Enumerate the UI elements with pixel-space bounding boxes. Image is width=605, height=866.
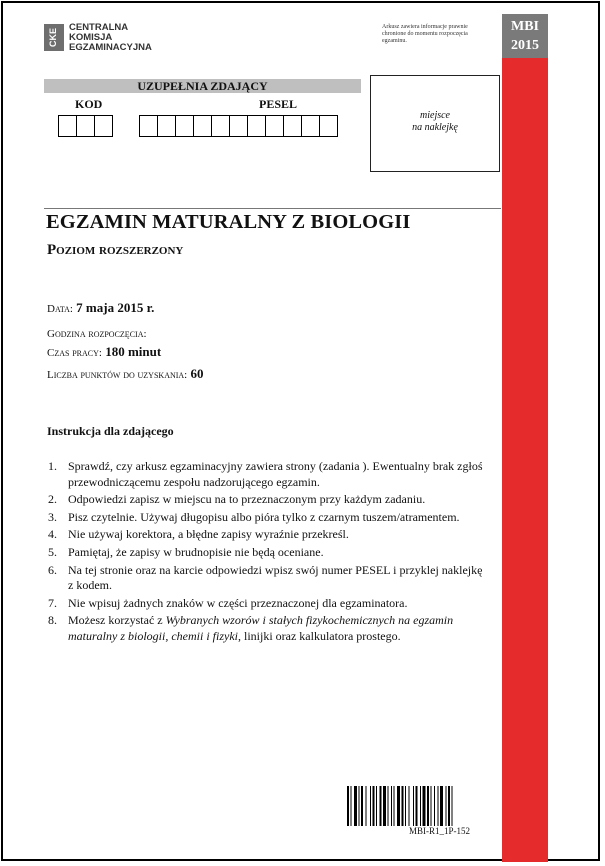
list-item: 8. Możesz korzystać z Wybranych wzorów i stałych fizykochemicznych na egzamin maturalny z biologii, chemii i fizyki, linijki oraz kalkulatora prostego. [48, 613, 454, 643]
list-item: 7. Nie wpisuj żadnych znaków w części przeznaczonej dla egzaminatora. [48, 595, 408, 610]
pesel-cell[interactable] [139, 115, 158, 137]
pesel-label: PESEL [259, 97, 298, 111]
kod-label: KOD [75, 97, 103, 111]
logo-text: CENTRALNA KOMISJA EGZAMINACYJNA [69, 22, 152, 53]
kod-cell[interactable] [95, 115, 113, 137]
red-side-bar [502, 58, 548, 862]
kod-cell[interactable] [58, 115, 77, 137]
kod-input-boxes[interactable] [58, 115, 113, 137]
barcode-text: MBI-R1_1P-152 [409, 826, 471, 836]
pesel-cell[interactable] [212, 115, 230, 137]
list-item: 6. Na tej stronie oraz na karcie odpowiedzi wpisz swój numer PESEL i przyklej naklejkę z kodem. [48, 562, 483, 593]
duration-line: Czas pracy: 180 minut [47, 344, 162, 359]
pesel-cell[interactable] [302, 115, 320, 137]
barcode [347, 786, 495, 826]
pesel-cell[interactable] [158, 115, 176, 137]
exam-title: EGZAMIN MATURALNY Z BIOLOGII [46, 211, 411, 233]
pesel-cell[interactable] [176, 115, 194, 137]
points-line: Liczba punktów do uzyskania: 60 [47, 366, 204, 381]
title-rule [44, 208, 501, 209]
start-time-line: Godzina rozpoczęcia: [47, 328, 147, 340]
fill-in-header: UZUPEŁNIA ZDAJĄCY [44, 79, 361, 93]
pesel-cell[interactable] [320, 115, 338, 137]
pesel-cell[interactable] [266, 115, 284, 137]
sticker-area: miejsce na naklejkę [370, 75, 500, 172]
pesel-cell[interactable] [194, 115, 212, 137]
list-item: 5. Pamiętaj, że zapisy w brudnopisie nie będą oceniane. [48, 544, 324, 559]
exam-subtitle: Poziom rozszerzony [47, 242, 184, 258]
pesel-cell[interactable] [248, 115, 266, 137]
list-item: 4. Nie używaj korektora, a błędne zapisy wyraźnie przekreśl. [48, 527, 349, 542]
kod-cell[interactable] [77, 115, 95, 137]
list-item: 1. Sprawdź, czy arkusz egzaminacyjny zawiera strony (zadania ). Ewentualny brak zgłoś przewodniczącemu zespołu nadzorującego egzamin. [48, 459, 483, 489]
pesel-cell[interactable] [230, 115, 248, 137]
logo-mark: CKE [44, 24, 64, 51]
pesel-cell[interactable] [284, 115, 302, 137]
exam-year: 2015 [511, 38, 539, 53]
list-item: 2. Odpowiedzi zapisz w miejscu na to przeznaczonym przy każdym zadaniu. [48, 492, 426, 507]
exam-code: MBI [511, 19, 539, 34]
instructions-list [48, 459, 488, 647]
list-item: 3. Pisz czytelnie. Używaj długopisu albo pióra tylko z czarnym tuszem/atramentem. [48, 509, 460, 524]
confidential-note: Arkusz zawiera informacje prawnie chronione do momentu rozpoczęcia egzaminu. [382, 24, 468, 44]
pesel-input-boxes[interactable] [139, 115, 338, 137]
instructions-title: Instrukcja dla zdającego [47, 424, 174, 438]
date-line: Data: 7 maja 2015 r. [47, 300, 155, 315]
exam-code-box [502, 14, 548, 58]
